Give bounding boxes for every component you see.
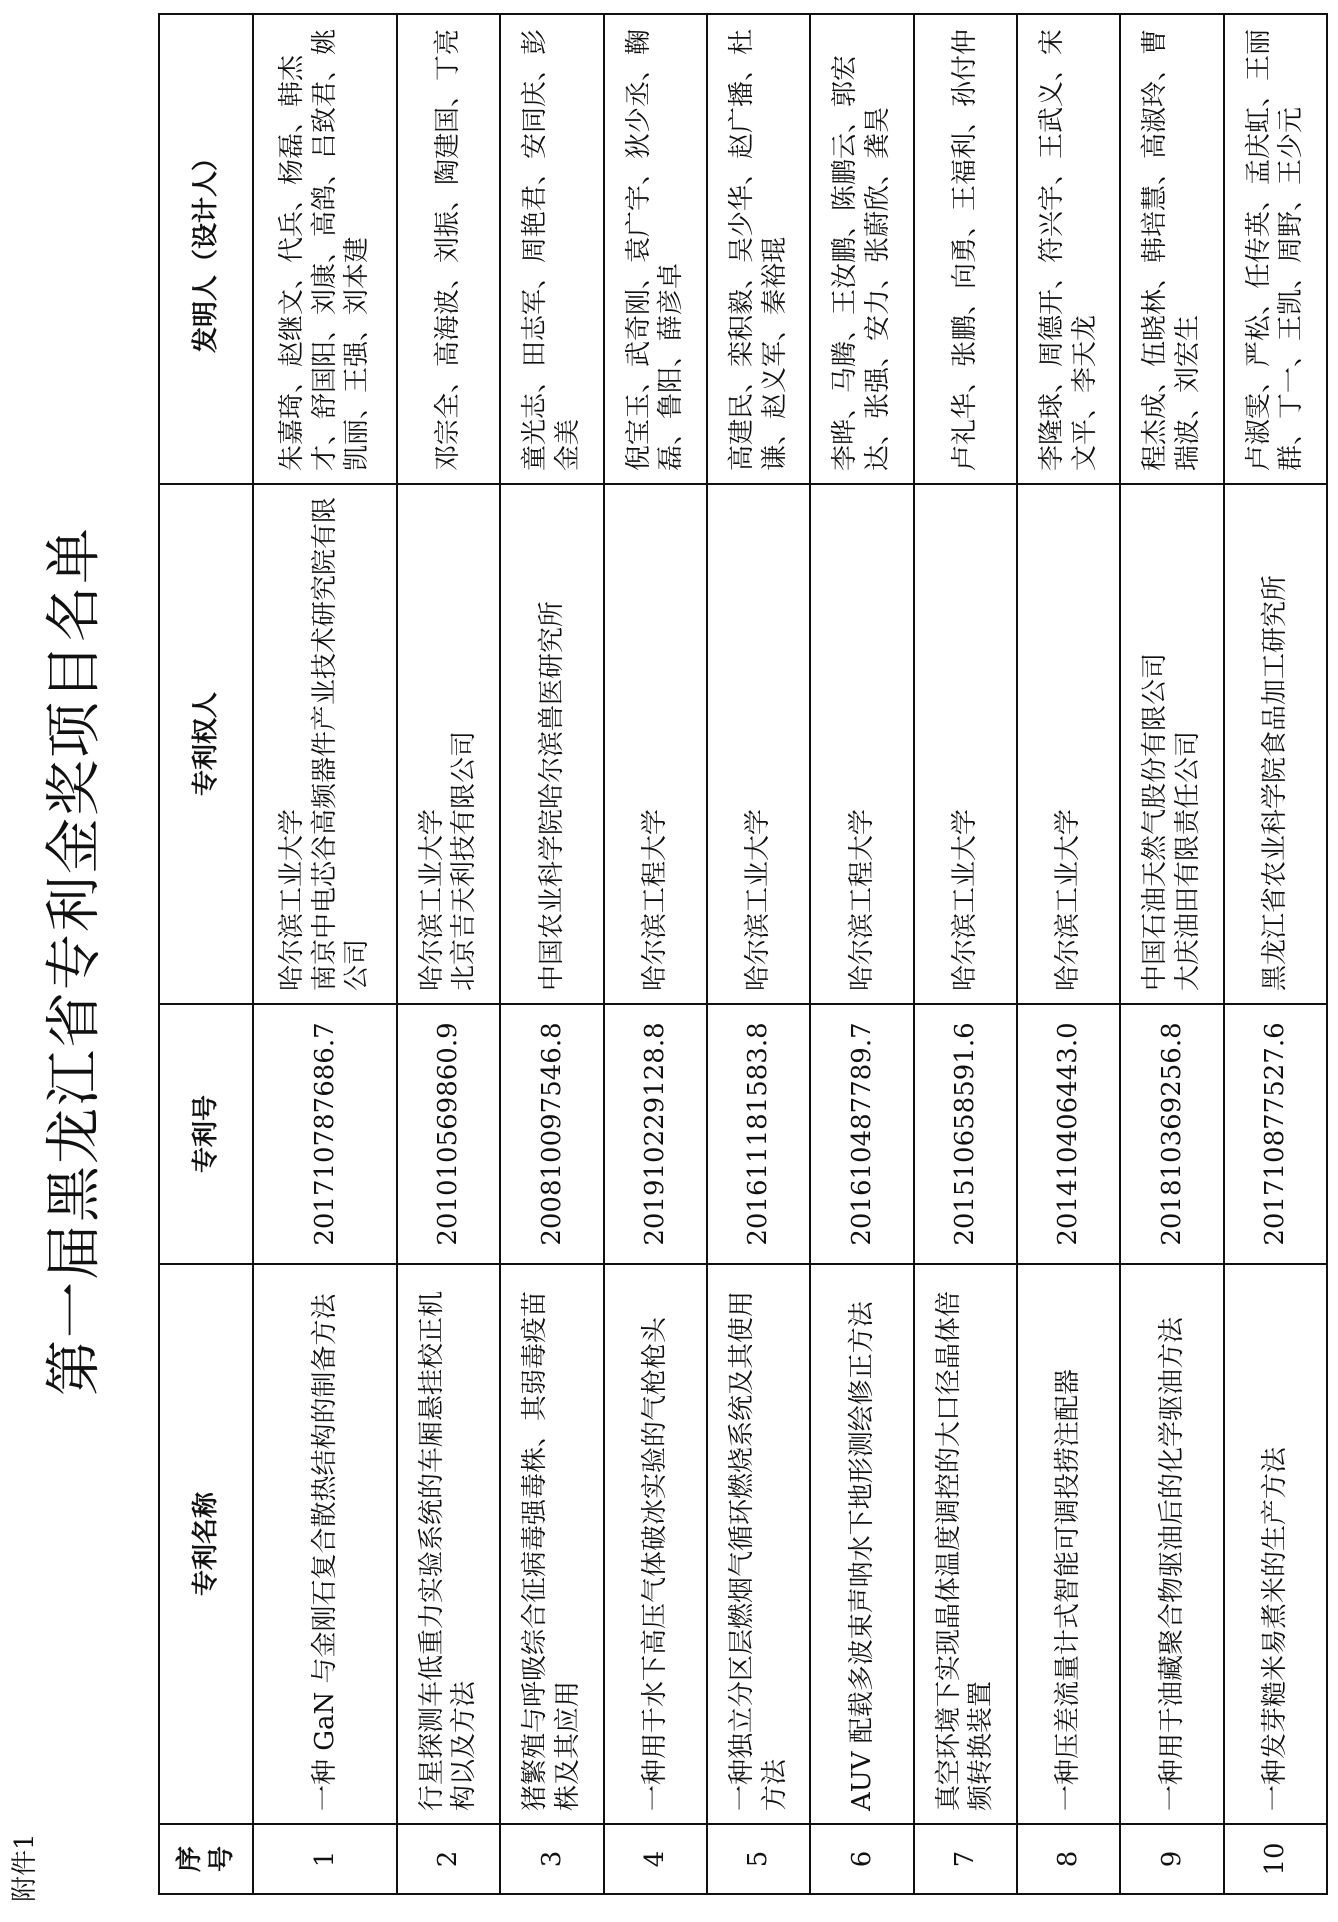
table-row — [500, 14, 603, 1894]
patent-number: 201810369256.8 — [1120, 1004, 1223, 1264]
row-number: 7 — [914, 1824, 1017, 1894]
header-no: 序号 — [159, 1824, 253, 1894]
patent-number: 201510658591.6 — [914, 1004, 1017, 1264]
patent-number: 201910229128.8 — [604, 1004, 707, 1264]
row-number: 10 — [1224, 1824, 1327, 1894]
row-number: 2 — [397, 1824, 500, 1894]
header-patent-number: 专利号 — [159, 1004, 253, 1264]
header-patent-name: 专利名称 — [159, 1264, 253, 1824]
table-header-row — [159, 14, 253, 1894]
inventors: 李晔、马腾、王汝鹏、陈鹏云、郭宏达、张强、安力、张蔚欣、龚昊 — [810, 14, 913, 484]
patent-number: 201710877527.6 — [1224, 1004, 1327, 1264]
header-patent-owner: 专利权人 — [159, 484, 253, 1004]
row-number: 5 — [707, 1824, 810, 1894]
patent-name: 一种压差流量计式智能可调投捞注配器 — [1017, 1264, 1120, 1824]
table-row — [1120, 14, 1223, 1894]
inventors: 邓宗全、高海波、刘振、陶建国、丁亮 — [397, 14, 500, 484]
row-number: 4 — [604, 1824, 707, 1894]
inventors: 李隆球、周德开、符兴宇、王武义、宋文平、李天龙 — [1017, 14, 1120, 484]
table-row — [397, 14, 500, 1894]
patent-name: AUV 配载多波束声呐水下地形测绘修正方法 — [810, 1264, 913, 1824]
patent-number: 201710787686.7 — [253, 1004, 397, 1264]
patent-name: 一种 GaN 与金刚石复合散热结构的制备方法 — [253, 1264, 397, 1824]
table-row — [1224, 14, 1327, 1894]
patent-name: 一种发芽糙米易煮米的生产方法 — [1224, 1264, 1327, 1824]
patent-number: 200810097546.8 — [500, 1004, 603, 1264]
patent-number: 201010569860.9 — [397, 1004, 500, 1264]
patent-number: 201611181583.8 — [707, 1004, 810, 1264]
table-row — [604, 14, 707, 1894]
patent-owner: 哈尔滨工业大学 — [914, 484, 1017, 1004]
patent-owner: 哈尔滨工业大学 — [1017, 484, 1120, 1004]
patent-owner: 中国农业科学院哈尔滨兽医研究所 — [500, 484, 603, 1004]
table-row — [914, 14, 1017, 1894]
patent-owner: 哈尔滨工业大学 — [707, 484, 810, 1004]
patent-owner: 中国石油天然气股份有限公司 大庆油田有限责任公司 — [1120, 484, 1223, 1004]
table-row — [1017, 14, 1120, 1894]
table-row — [810, 14, 913, 1894]
inventors: 朱嘉琦、赵继文、代兵、杨磊、韩杰才、舒国阳、刘康、高鸽、吕致君、姚凯丽、王强、刘本建 — [253, 14, 397, 484]
row-number: 9 — [1120, 1824, 1223, 1894]
page-title: 第一届黑龙江省专利金奖项目名单 — [42, 526, 107, 1396]
patent-number: 201410406443.0 — [1017, 1004, 1120, 1264]
patent-owner: 哈尔滨工程大学 — [604, 484, 707, 1004]
inventors: 卢礼华、张鹏、向勇、王福利、孙付仲 — [914, 14, 1017, 484]
attachment-label: 附件1 — [10, 1833, 40, 1902]
patent-owner: 哈尔滨工业大学 北京吉天利技有限公司 — [397, 484, 500, 1004]
inventors: 程杰成、伍晓林、韩培慧、高淑玲、曹瑞波、刘宏生 — [1120, 14, 1223, 484]
inventors: 卢淑雯、严松、任传英、孟庆虹、王丽群、丁一、王凯、周野、王少元 — [1224, 14, 1327, 484]
table-row — [253, 14, 397, 1894]
patent-owner: 黑龙江省农业科学院食品加工研究所 — [1224, 484, 1327, 1004]
patent-number: 201610487789.7 — [810, 1004, 913, 1264]
row-number: 1 — [253, 1824, 397, 1894]
patent-name: 行星探测车低重力实验系统的车厢悬挂校正机构以及方法 — [397, 1264, 500, 1824]
patent-name: 真空环境下实现晶体温度调控的大口径晶体倍频转换装置 — [914, 1264, 1017, 1824]
inventors: 高建民、栾积毅、吴少华、赵广播、杜谦、赵义军、秦裕琨 — [707, 14, 810, 484]
row-number: 6 — [810, 1824, 913, 1894]
header-inventors: 发明人（设计人） — [159, 14, 253, 484]
patent-name: 一种用于水下高压气体破冰实验的气枪枪头 — [604, 1264, 707, 1824]
row-number: 8 — [1017, 1824, 1120, 1894]
award-table — [158, 13, 1328, 1895]
patent-name: 猪繁殖与呼吸综合征病毒强毒株、其弱毒疫苗株及其应用 — [500, 1264, 603, 1824]
patent-owner: 哈尔滨工业大学 南京中电芯谷高频器件产业技术研究院有限公司 — [253, 484, 397, 1004]
inventors: 倪宝玉、武奇刚、袁广宇、狄少丞、鞠磊、鲁阳、薛彦卓 — [604, 14, 707, 484]
table-row — [707, 14, 810, 1894]
patent-name: 一种用于油藏聚合物驱油后的化学驱油方法 — [1120, 1264, 1223, 1824]
row-number: 3 — [500, 1824, 603, 1894]
patent-name: 一种独立分区层燃烟气循环燃烧系统及其使用方法 — [707, 1264, 810, 1824]
patent-owner: 哈尔滨工程大学 — [810, 484, 913, 1004]
inventors: 童光志、田志军、周艳君、安同庆、彭金美 — [500, 14, 603, 484]
